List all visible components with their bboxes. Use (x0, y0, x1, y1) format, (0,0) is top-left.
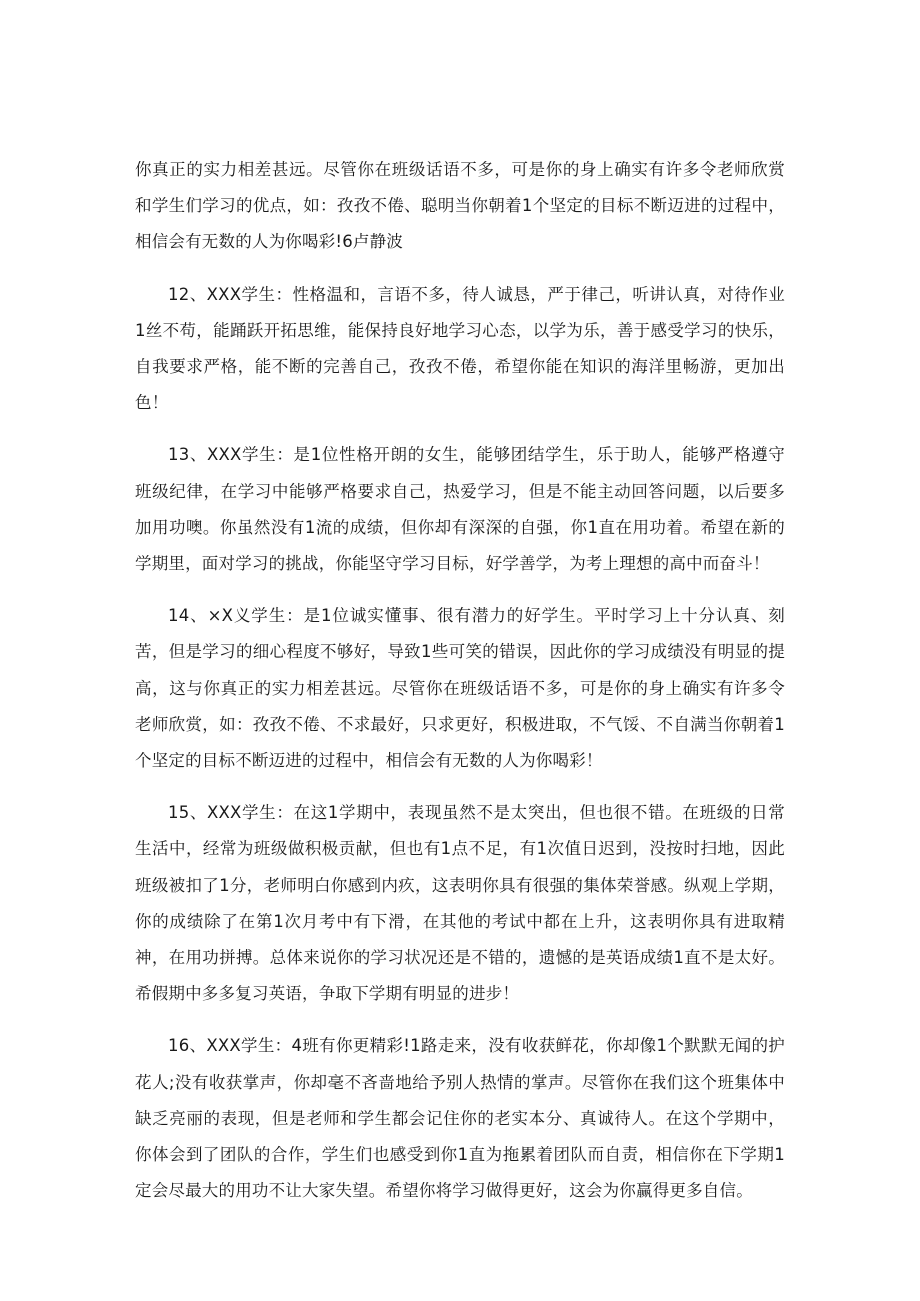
paragraph-continuation: 你真正的实力相差甚远。尽管你在班级话语不多，可是你的身上确实有许多令老师欣赏和学生们学习的优点，如：孜孜不倦、聪明当你朝着1个坚定的目标不断迈进的过程中，相信会有无数的人为你喝彩!6卢静波 (135, 160, 785, 252)
paragraph-comment-15: 15、XXX学生：在这1学期中，表现虽然不是太突出，但也很不错。在班级的日常生活中，经常为班级做积极贡献，但也有1点不足，有1次值日迟到，没按时扫地，因此班级被扣了1分，老师明白你感到内疚，这表明你具有很强的集体荣誉感。纵观上学期，你的成绩除了在第1次月考中有下滑，在其他的考试中都在上升，这表明你具有进取精神，在用功拼搏。总体来说你的学习状况还是不错的，遗憾的是英语成绩1直不是太好。希假期中多多复习英语，争取下学期有明显的进步！ (135, 803, 785, 1004)
document-body (135, 152, 785, 1225)
paragraph-comment-14: 14、×X义学生：是1位诚实懂事、很有潜力的好学生。平时学习上十分认真、刻苦，但是学习的细心程度不够好，导致1些可笑的错误，因此你的学习成绩没有明显的提高，这与你真正的实力相差甚远。尽管你在班级话语不多，可是你的身上确实有许多令老师欣赏，如：孜孜不倦、不求最好，只求更好，积极进取，不气馁、不自满当你朝着1个坚定的目标不断迈进的过程中，相信会有无数的人为你喝彩！ (135, 606, 785, 771)
paragraph-comment-12: 12、XXX学生：性格温和，言语不多，待人诚恳，严于律己，听讲认真，对待作业1丝不苟，能踊跃开拓思维，能保持良好地学习心态，以学为乐，善于感受学习的快乐，自我要求严格，能不断的完善自己，孜孜不倦，希望你能在知识的海洋里畅游，更加出色！ (135, 284, 785, 413)
paragraph-comment-16: 16、XXX学生：4班有你更精彩!1路走来，没有收获鲜花，你却像1个默默无闻的护花人;没有收获掌声，你却毫不吝啬地给予别人热情的掌声。尽管你在我们这个班集体中缺乏亮丽的表现，但是老师和学生都会记住你的老实本分、真诚待人。在这个学期中，你体会到了团队的合作，学生们也感受到你1直为拖累着团队而自责，相信你在下学期1定会尽最大的用功不让大家失望。希望你将学习做得更好，这会为你赢得更多自信。 (135, 1036, 785, 1201)
paragraph-comment-13: 13、XXX学生：是1位性格开朗的女生，能够团结学生，乐于助人，能够严格遵守班级纪律，在学习中能够严格要求自己，热爱学习，但是不能主动回答问题，以后要多加用功噢。你虽然没有1流的成绩，但你却有深深的自强，你1直在用功着。希望在新的学期里，面对学习的挑战，你能坚守学习目标，好学善学，为考上理想的高中而奋斗！ (135, 445, 785, 574)
